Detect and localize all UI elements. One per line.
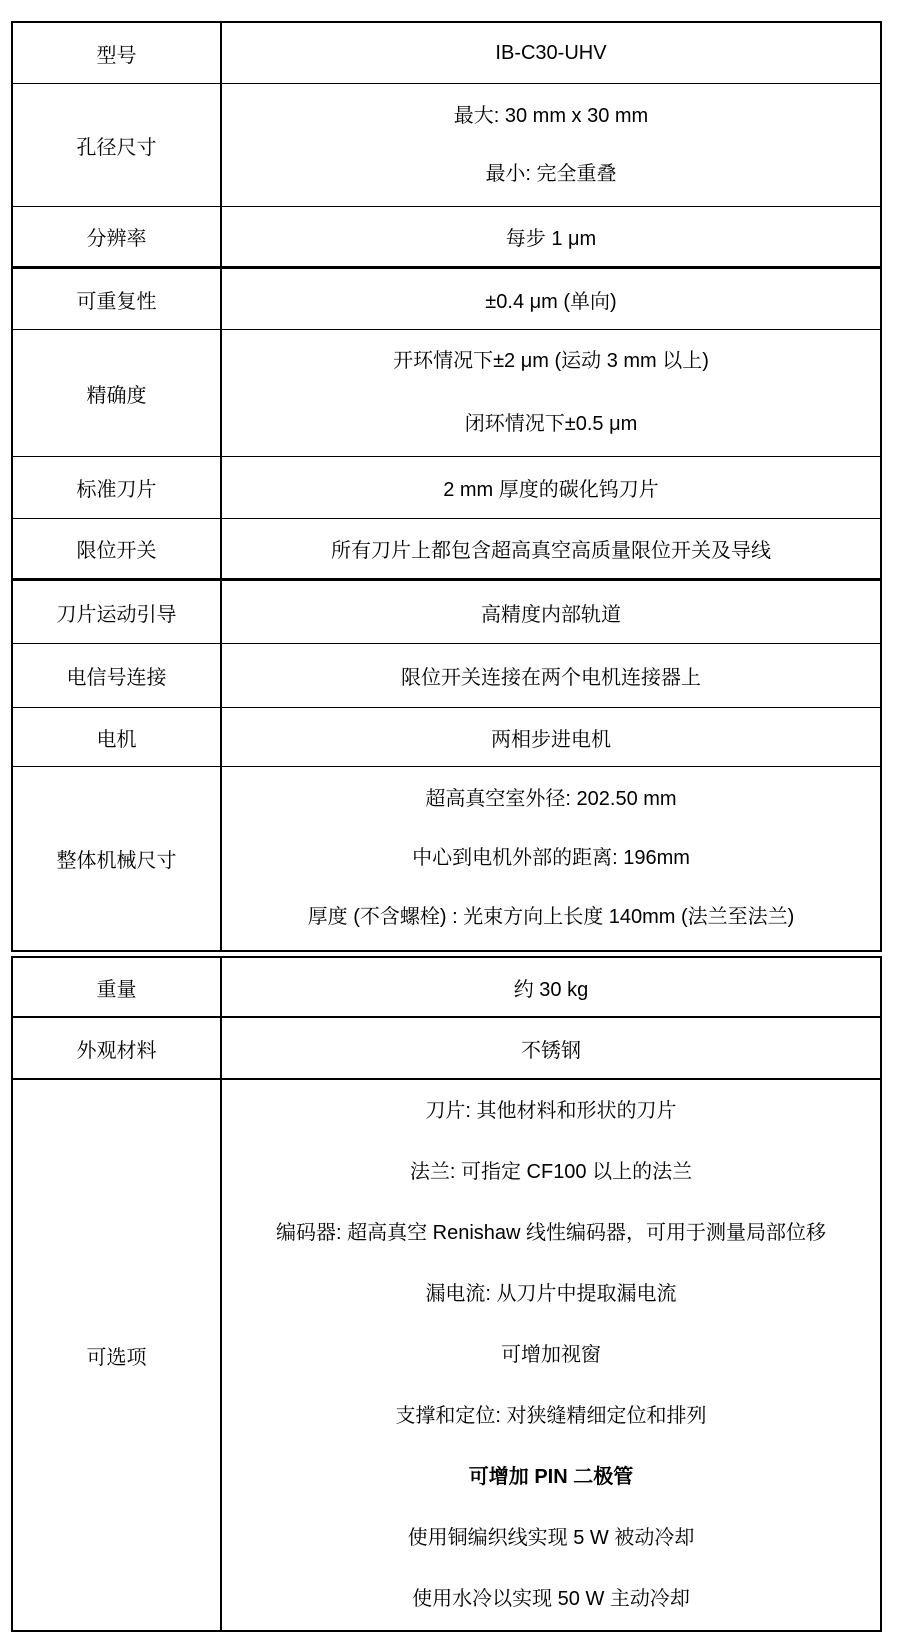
spec-value-line: 支撑和定位: 对狭缝精细定位和排列 [395,1404,707,1427]
spec-value-line: 使用水冷以实现 50 W 主动冷却 [412,1587,690,1610]
spec-row-weight [13,958,880,1018]
spec-value-line: 刀片: 其他材料和形状的刀片 [425,1099,677,1122]
spec-label: 刀片运动引导 [13,581,222,643]
spec-label: 标准刀片 [13,457,222,518]
spec-value [222,767,880,950]
spec-value-line: 中心到电机外部的距离: 196mm [412,847,690,869]
spec-value-line: 编码器: 超高真空 Renishaw 线性编码器，可用于测量局部位移 [275,1221,827,1244]
spec-row-motor [13,708,880,767]
spec-label: 整体机械尺寸 [13,767,222,950]
spec-row-overall-dimensions [13,767,880,950]
spec-value-line: 漏电流: 从刀片中提取漏电流 [425,1282,677,1305]
spec-row-model [13,23,880,84]
spec-value-line: 闭环情况下±0.5 μm [464,413,638,435]
spec-value [222,330,880,456]
spec-label: 分辨率 [13,207,222,266]
spec-value-line: 可增加视窗 [501,1343,601,1366]
spec-label: 外观材料 [13,1018,222,1078]
spec-label: 型号 [13,23,222,83]
spec-value-line: 超高真空室外径: 202.50 mm [425,788,677,810]
spec-value-line: 最大: 30 mm x 30 mm [453,105,649,127]
spec-row-resolution [13,207,880,269]
spec-label: 重量 [13,958,222,1016]
spec-label: 可选项 [13,1080,222,1630]
spec-value-line: 限位开关连接在两个电机连接器上 [401,667,701,689]
spec-row-electrical-connection [13,644,880,708]
spec-row-exterior-material [13,1018,880,1080]
spec-value-line: 2 mm 厚度的碳化钨刀片 [443,479,659,501]
spec-row-aperture-size [13,84,880,207]
spec-row-repeatability [13,269,880,330]
spec-value [222,269,880,329]
spec-value-line: 每步 1 μm [505,228,597,250]
spec-value-line: 不锈钢 [521,1039,581,1062]
spec-value-line: 开环情况下±2 μm (运动 3 mm 以上) [393,350,709,372]
spec-label: 精确度 [13,330,222,456]
spec-value [222,644,880,707]
spec-value-line: 最小: 完全重叠 [485,163,617,185]
spec-value [222,958,880,1016]
spec-row-blade-motion-guide [13,581,880,644]
spec-value [222,457,880,518]
spec-value-line: 所有刀片上都包含超高真空高质量限位开关及导线 [331,540,771,562]
spec-value [222,84,880,206]
spec-table-upper [11,21,882,952]
spec-value-line: ±0.4 μm (单向) [485,290,617,313]
spec-label: 电机 [13,708,222,766]
spec-table-lower [11,956,882,1632]
spec-row-standard-blade [13,457,880,519]
spec-value [222,23,880,83]
spec-value [222,207,880,266]
spec-value [222,1018,880,1078]
spec-label: 可重复性 [13,269,222,329]
spec-value-line: 可增加 PIN 二极管 [468,1465,634,1488]
spec-value-line: 厚度 (不含螺栓) : 光束方向上长度 140mm (法兰至法兰) [307,906,795,928]
spec-row-accuracy [13,330,880,457]
spec-value-line: 使用铜编织线实现 5 W 被动冷却 [407,1526,695,1549]
spec-label: 孔径尺寸 [13,84,222,206]
spec-row-limit-switch [13,519,880,581]
spec-value-line: 法兰: 可指定 CF100 以上的法兰 [409,1160,693,1183]
spec-value-line: 高精度内部轨道 [481,603,621,626]
spec-value [222,581,880,643]
spec-value-line: 两相步进电机 [491,728,611,751]
spec-label: 电信号连接 [13,644,222,707]
spec-row-options [13,1080,880,1630]
spec-value-line: 约 30 kg [513,978,589,1001]
spec-value-line: IB-C30-UHV [495,41,607,64]
spec-value [222,708,880,766]
spec-sheet [11,21,882,1632]
spec-label: 限位开关 [13,519,222,578]
spec-value [222,1080,880,1630]
spec-value [222,519,880,578]
